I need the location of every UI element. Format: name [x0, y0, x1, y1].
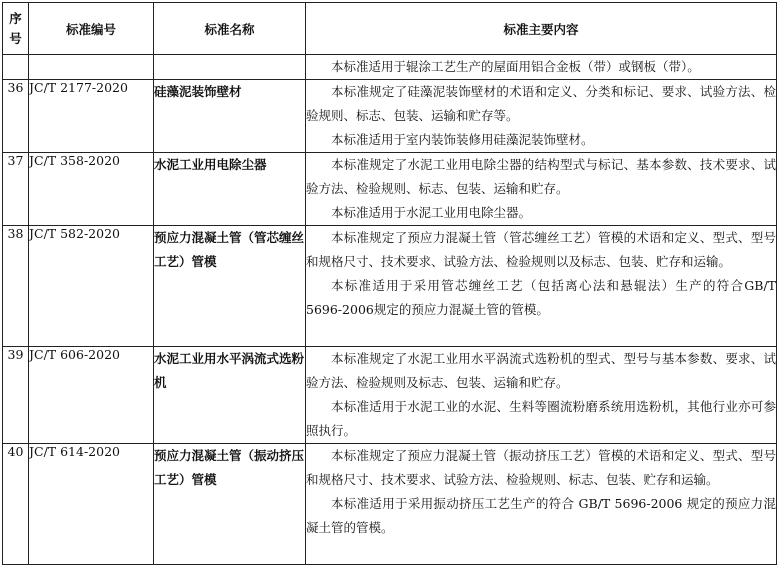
code-cell: JC/T 582-2020 [29, 226, 154, 347]
table-row [3, 80, 777, 153]
content-cell [306, 55, 777, 80]
content-cell [306, 153, 777, 226]
code-cell: JC/T 2177-2020 [29, 80, 154, 153]
table-row-continuation [3, 55, 777, 80]
content-para: 本标准适用于水泥工业的水泥、生料等圈流粉磨系统用选粉机，其他行业亦可参照执行。 [306, 399, 776, 438]
code-cell: JC/T 606-2020 [29, 347, 154, 444]
header-code: 标准编号 [29, 3, 154, 55]
seq-cell: 38 [3, 226, 29, 347]
content-para: 本标准规定了水泥工业用电除尘器的结构型式与标记、基本参数、技术要求、试验方法、检验规则、标志、包装、运输和贮存。 [306, 157, 776, 196]
code-cell: JC/T 358-2020 [29, 153, 154, 226]
header-seq-line1: 序 [9, 10, 22, 26]
content-para: 本标准适用于室内装饰装修用硅藻泥装饰壁材。 [331, 132, 594, 147]
name-cell: 水泥工业用水平涡流式选粉机 [154, 347, 306, 444]
seq-cell: 40 [3, 444, 29, 565]
content-cell [306, 80, 777, 153]
seq-cell [3, 55, 29, 80]
name-cell: 硅藻泥装饰壁材 [154, 80, 306, 153]
header-seq [3, 3, 29, 55]
content-cell [306, 444, 777, 565]
content-para: 本标准规定了预应力混凝土管（管芯缠丝工艺）管模的术语和定义、型式、型号和规格尺寸、技术要求、试验方法、检验规则以及标志、包装、贮存和运输。 [306, 230, 776, 269]
table-row [3, 153, 777, 226]
header-seq-line2: 号 [9, 30, 22, 46]
content-para: 本标准适用于水泥工业用电除尘器。 [331, 205, 532, 220]
table-row [3, 444, 777, 565]
code-cell [29, 55, 154, 80]
table-row [3, 347, 777, 444]
name-cell [154, 55, 306, 80]
name-cell: 预应力混凝土管（振动挤压工艺）管模 [154, 444, 306, 565]
seq-cell: 39 [3, 347, 29, 444]
content-para: 本标准适用于采用管芯缠丝工艺（包括离心法和悬辊法）生产的符合GB/T 5696-2006规定的预应力混凝土管的管模。 [306, 278, 776, 317]
header-row [3, 3, 777, 55]
content-para: 本标准规定了水泥工业用水平涡流式选粉机的型式、型号与基本参数、要求、试验方法、检验规则及标志、包装、运输和贮存。 [306, 351, 776, 390]
seq-cell: 37 [3, 153, 29, 226]
table-row [3, 226, 777, 347]
content-para: 本标准适用于采用振动挤压工艺生产的符合 GB/T 5696-2006 规定的预应力混凝土管的管模。 [306, 496, 776, 535]
header-name: 标准名称 [154, 3, 306, 55]
content-para: 本标准规定了硅藻泥装饰壁材的术语和定义、分类和标记、要求、试验方法、检验规则、标志、包装、运输和贮存等。 [306, 84, 776, 123]
content-cell [306, 347, 777, 444]
code-cell: JC/T 614-2020 [29, 444, 154, 565]
name-cell: 水泥工业用电除尘器 [154, 153, 306, 226]
standards-table [2, 2, 777, 565]
content-para: 本标准适用于辊涂工艺生产的屋面用铝合金板（带）或钢板（带）。 [331, 59, 700, 74]
name-cell: 预应力混凝土管（管芯缠丝工艺）管模 [154, 226, 306, 347]
seq-cell: 36 [3, 80, 29, 153]
content-cell [306, 226, 777, 347]
content-para: 本标准规定了预应力混凝土管（振动挤压工艺）管模的术语和定义、型式、型号和规格尺寸、技术要求、试验方法、检验规则、标志、包装、贮存和运输。 [306, 448, 776, 487]
header-content: 标准主要内容 [306, 3, 777, 55]
